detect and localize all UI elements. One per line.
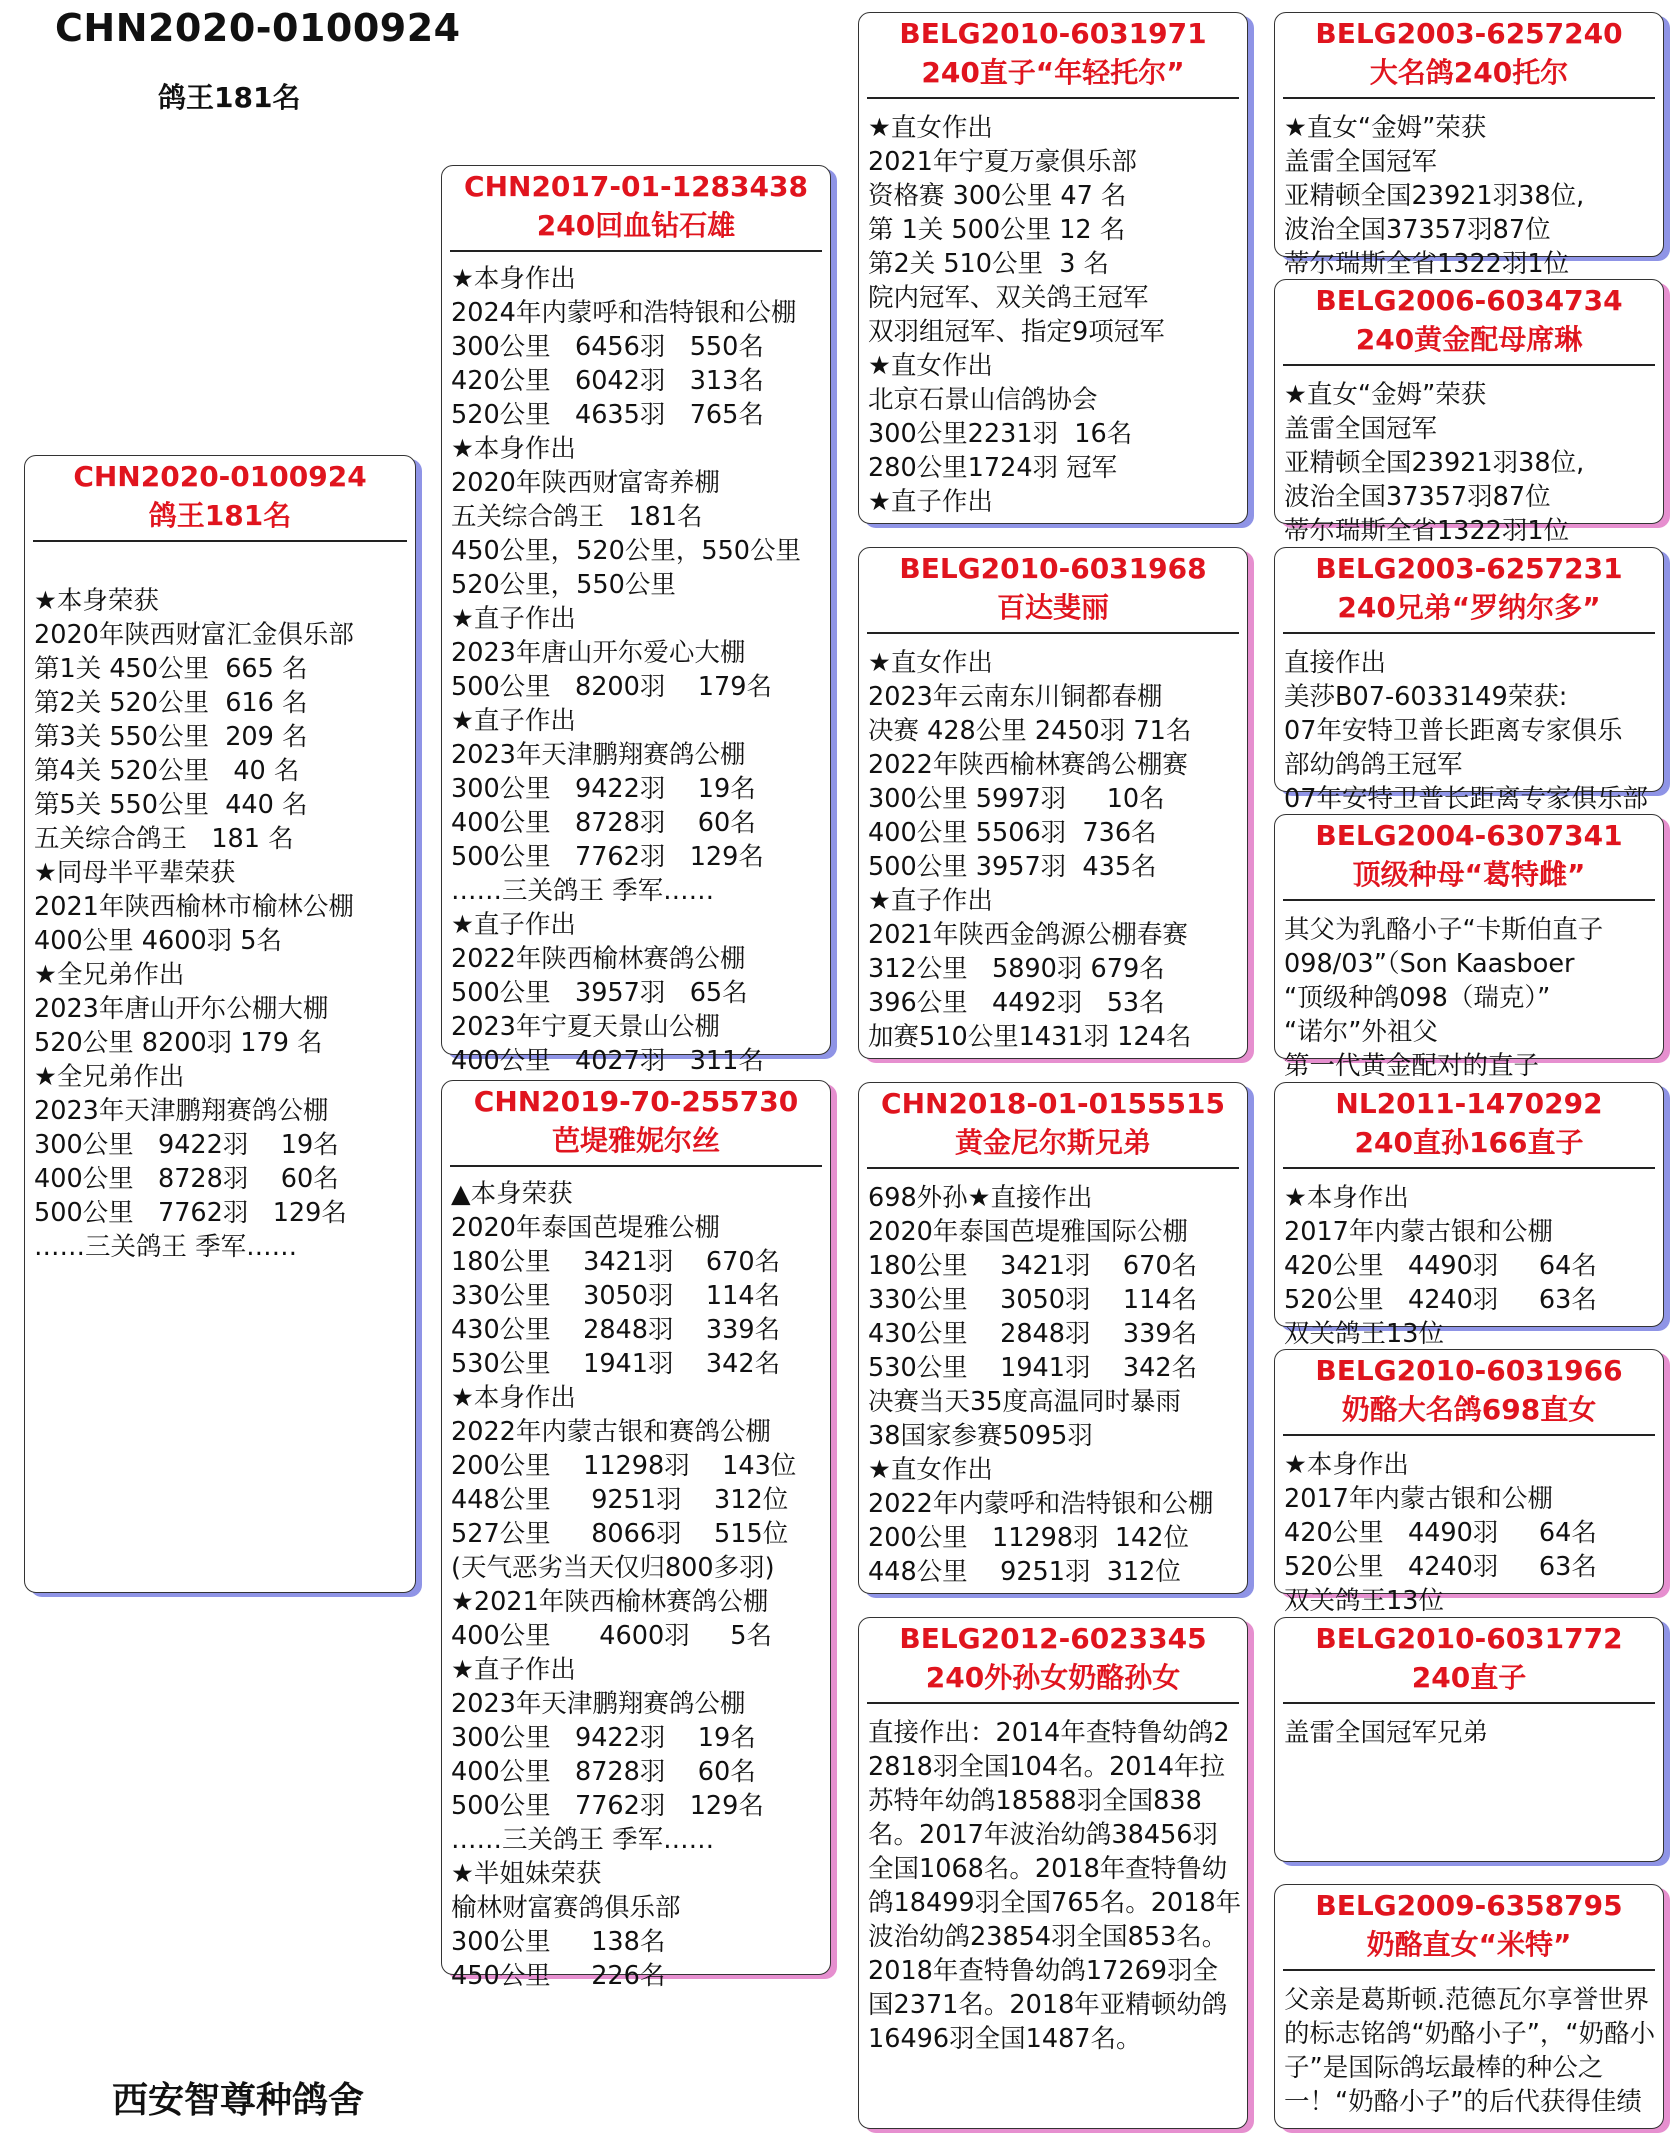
record-line: 300公里 9422羽 19名 (34, 1130, 339, 1160)
card-ssd (1274, 279, 1664, 546)
record-line: ★全兄弟作出 (34, 1062, 185, 1092)
record-line: 第5关 550公里 440 名 (34, 790, 308, 820)
record-line: 五关综合鸽王 181 名 (34, 824, 294, 854)
record-line: 400公里 4600羽 5名 (34, 926, 283, 956)
record-line: 榆林财富赛鸽俱乐部 (451, 1893, 681, 1923)
record-line: 加赛510公里1431羽 124名 (868, 1022, 1192, 1052)
record-line: 2023年唐山开尓公棚大棚 (34, 994, 329, 1024)
record-line: 520公里 4240羽 63名 (1284, 1552, 1597, 1582)
record-line: 2023年天津鹏翔赛鸽公棚 (451, 1689, 746, 1719)
card-body (1275, 1704, 1663, 1750)
record-line: 38国家参赛5095羽 (868, 1421, 1093, 1451)
card-body (1275, 634, 1663, 816)
record-line: 520公里，550公里 (451, 570, 676, 600)
card-sire-dam (858, 547, 1248, 1059)
card-ring: BELG2010-6031966 (1315, 1354, 1623, 1387)
card-dds (1274, 1617, 1664, 1862)
record-line: 2023年天津鹏翔赛鸽公棚 (451, 740, 746, 770)
record-line: 180公里 3421羽 670名 (868, 1251, 1198, 1281)
card-body: 直接作出：2014年查特鲁幼鸽22818羽全国104名。2014年拉苏特年幼鸽18588羽全国838名。2017年波治幼鸽38456羽全国1068名。2018年查特鲁幼鸽18499羽全国765名。2018年波治幼鸽23854羽全国853名。2018年查特鲁幼鸽17269羽全国2371名。2018年亚精顿幼鸽16496羽全国1487名。 (868, 1718, 1242, 2054)
record-line: ★直女作出 (868, 351, 993, 381)
record-line: 448公里 9251羽 312位 (451, 1485, 789, 1515)
record-line: 400公里 4600羽 5名 (451, 1621, 772, 1651)
card-ring: BELG2012-6023345 (899, 1622, 1207, 1655)
record-line: ★直女作出 (868, 113, 993, 143)
record-line: 07年安特卫普长距离专家俱乐 (1284, 716, 1623, 746)
record-line: 2024年内蒙呼和浩特银和公棚 (451, 298, 797, 328)
record-line: 430公里 2848羽 339名 (451, 1315, 781, 1345)
record-line: 448公里 9251羽 312位 (868, 1557, 1181, 1587)
record-line: 530公里 1941羽 342名 (451, 1349, 781, 1379)
card-ring: CHN2018-01-0155515 (881, 1087, 1225, 1120)
record-line: 420公里 6042羽 313名 (451, 366, 764, 396)
record-line: 部幼鸽鸽王冠军 (1284, 750, 1463, 780)
record-line: 527公里 8066羽 515位 (451, 1519, 789, 1549)
record-line: 2021年宁夏万豪俱乐部 (868, 147, 1137, 177)
record-line: 2022年内蒙古银和赛鸽公棚 (451, 1417, 771, 1447)
loft-name: 西安智尊种鸽舍 (112, 2080, 365, 2121)
card-ring: BELG2004-6307341 (1315, 819, 1623, 852)
record-line: 312公里 5890羽 679名 (868, 954, 1165, 984)
record-line: 盖雷全国冠军 (1284, 414, 1438, 444)
card-title: 240回血钻石雄 (536, 209, 736, 242)
record-line: ★直子作出 (451, 604, 576, 634)
record-line: ★直女“金姆”荣获 (1284, 380, 1487, 410)
card-body (442, 252, 830, 1078)
record-line: 280公里1724羽 冠军 (868, 453, 1118, 483)
card-body (859, 634, 1247, 1054)
card-body (25, 542, 415, 1264)
record-line: 520公里 4240羽 63名 (1284, 1285, 1597, 1315)
card-title: 大名鸽240托尔 (1369, 56, 1569, 89)
record-line: 520公里 8200羽 179 名 (34, 1028, 323, 1058)
card-dam-sire (858, 1082, 1248, 1594)
record-line: 第3关 550公里 209 名 (34, 722, 308, 752)
record-line: ★直子作出 (451, 1655, 576, 1685)
record-line: 420公里 4490羽 64名 (1284, 1251, 1597, 1281)
record-line: 盖雷全国冠军兄弟 (1284, 1718, 1489, 1748)
record-line: 098/03”（Son Kaasboer (1284, 949, 1575, 979)
record-line: ★同母半平辈荣获 (34, 858, 236, 888)
record-line: 300公里 138名 (451, 1927, 666, 1957)
record-line: ★本身作出 (451, 434, 576, 464)
record-line: 2022年陕西榆林赛鸽公棚 (451, 944, 746, 974)
record-line: 其父为乳酪小子“卡斯伯直子 (1284, 915, 1604, 945)
record-line: ★本身作出 (451, 1383, 576, 1413)
record-line: 第 1关 500公里 12 名 (868, 215, 1126, 245)
record-line: 400公里 8728羽 60名 (451, 1757, 756, 1787)
record-line: 500公里 3957羽 65名 (451, 978, 748, 1008)
record-line: ★直子作出 (868, 886, 993, 916)
card-ring: BELG2010-6031968 (899, 552, 1207, 585)
card-body (1275, 901, 1663, 1083)
record-line: ★直女作出 (868, 648, 993, 678)
record-line: ★直子作出 (868, 487, 993, 517)
record-line: 第4关 520公里 40 名 (34, 756, 300, 786)
record-line: 蒂尔瑞斯全省1322羽1位 (1284, 516, 1570, 546)
card-title: 奶酪直女“米特” (1366, 1928, 1572, 1961)
record-line: ★全兄弟作出 (34, 960, 185, 990)
record-line: 300公里 9422羽 19名 (451, 1723, 756, 1753)
record-line: 2020年陕西财富汇金俱乐部 (34, 620, 354, 650)
record-line: ……三关鸽王 季军…… (451, 1825, 715, 1855)
record-line: 530公里 1941羽 342名 (868, 1353, 1198, 1383)
record-line: 第2关 510公里 3 名 (868, 249, 1110, 279)
record-line: ★本身作出 (1284, 1183, 1409, 1213)
card-body (1275, 1169, 1663, 1351)
record-line: 396公里 4492羽 53名 (868, 988, 1165, 1018)
record-line: ★直女作出 (868, 1455, 993, 1485)
card-title: 顶级种母“葛特雌” (1352, 858, 1586, 891)
card-ring: BELG2010-6031772 (1315, 1622, 1623, 1655)
card-title: 黄金尼尔斯兄弟 (954, 1126, 1151, 1159)
card-body (859, 99, 1247, 519)
record-line: 500公里 8200羽 179名 (451, 672, 772, 702)
card-dam-dam (858, 1617, 1248, 2129)
record-line (34, 550, 411, 584)
card-ring: BELG2009-6358795 (1315, 1889, 1623, 1922)
record-line: 2020年泰国芭堤雅公棚 (451, 1213, 720, 1243)
record-line: 420公里 4490羽 64名 (1284, 1518, 1597, 1548)
record-line: 五关综合鸽王 181名 (451, 502, 703, 532)
record-line: ★直子作出 (451, 910, 576, 940)
card-body (1275, 366, 1663, 548)
pigeon-ring-number: CHN2020-0100924 (55, 6, 461, 50)
record-line: 2017年内蒙古银和公棚 (1284, 1484, 1553, 1514)
record-line: ……三关鸽王 季军…… (34, 1232, 298, 1262)
card-title: 240直子 (1411, 1661, 1527, 1694)
record-line: 200公里 11298羽 143位 (451, 1451, 797, 1481)
record-line: 500公里 3957羽 435名 (868, 852, 1157, 882)
record-line: 180公里 3421羽 670名 (451, 1247, 781, 1277)
card-sds (1274, 547, 1664, 814)
record-line: 波治全国37357羽87位 (1284, 482, 1551, 512)
record-line: 400公里 8728羽 60名 (451, 808, 756, 838)
record-line: 2020年泰国芭堤雅国际公棚 (868, 1217, 1188, 1247)
record-line: 300公里 5997羽 10名 (868, 784, 1165, 814)
card-title: 240兄弟“罗纳尔多” (1337, 591, 1601, 624)
card-title: 240直孙166直子 (1354, 1126, 1584, 1159)
card-dss (1274, 1082, 1664, 1349)
record-line: 双关鸽王13位 (1284, 1586, 1444, 1616)
card-title: 鸽王181名 (148, 499, 292, 532)
record-line: 450公里 226名 (451, 1961, 666, 1991)
record-line: 2021年陕西榆林市榆林公棚 (34, 892, 354, 922)
record-line: 2021年陕西金鸽源公棚春赛 (868, 920, 1188, 950)
card-title: 240直子“年轻托尔” (921, 56, 1185, 89)
card-title: 240黄金配母席琳 (1355, 323, 1583, 356)
record-line: 07年安特卫普长距离专家俱乐部 (1284, 784, 1648, 814)
card-sire-sire (858, 12, 1248, 524)
record-line: 330公里 3050羽 114名 (451, 1281, 781, 1311)
record-line: 北京石景山信鸽协会 (868, 385, 1098, 415)
record-line: 第一代黄金配对的直子 (1284, 1051, 1540, 1081)
record-line: (天气恶劣当天仅归800多羽) (451, 1553, 775, 1583)
card-body (1275, 99, 1663, 281)
record-line: 决赛 428公里 2450羽 71名 (868, 716, 1192, 746)
record-line: 2023年天津鹏翔赛鸽公棚 (34, 1096, 329, 1126)
record-line: 波治全国37357羽87位 (1284, 215, 1551, 245)
record-line: 2017年内蒙古银和公棚 (1284, 1217, 1553, 1247)
record-line: ★2021年陕西榆林赛鸽公棚 (451, 1587, 769, 1617)
card-title: 240外孙女奶酪孙女 (925, 1661, 1181, 1694)
record-line: 蒂尔瑞斯全省1322羽1位 (1284, 249, 1570, 279)
record-line: 520公里 4635羽 765名 (451, 400, 764, 430)
record-line: 盖雷全国冠军 (1284, 147, 1438, 177)
record-line: 直接作出 (1284, 648, 1387, 678)
record-line: 美莎B07-6033149荣获: (1284, 682, 1568, 712)
record-line: 2023年云南东川铜都春棚 (868, 682, 1163, 712)
record-line: 资格赛 300公里 47 名 (868, 181, 1127, 211)
card-ddd (1274, 1884, 1664, 2129)
card-body: 父亲是葛斯顿.范德瓦尔享誉世界的标志铭鸽“奶酪小子”，“奶酪小子”是国际鸽坛最棒的种公之一！“奶酪小子”的后代获得佳绩 (1284, 1985, 1656, 2117)
card-subject (24, 455, 416, 1593)
record-line: 双关鸽王13位 (1284, 1319, 1444, 1349)
record-line: 双羽组冠军、指定9项冠军 (868, 317, 1165, 347)
record-line: ★本身作出 (1284, 1450, 1409, 1480)
card-body (859, 1169, 1247, 1589)
record-line: 第1关 450公里 665 名 (34, 654, 308, 684)
record-line: 第2关 520公里 616 名 (34, 688, 308, 718)
record-line: 2020年陕西财富寄养棚 (451, 468, 720, 498)
record-line: 400公里 8728羽 60名 (34, 1164, 339, 1194)
record-line: 698外孙★直接作出 (868, 1183, 1093, 1213)
record-line: 2023年宁夏天景山公棚 (451, 1012, 720, 1042)
record-line: ★本身作出 (451, 264, 576, 294)
record-line: 500公里 7762羽 129名 (451, 842, 764, 872)
card-dsd (1274, 1349, 1664, 1616)
record-line: “顶级种鸽098（瑞克）” (1284, 983, 1551, 1013)
card-title: 芭堤雅妮尔丝 (551, 1124, 720, 1157)
card-dam (441, 1080, 831, 1991)
pigeon-title: 鸽王181名 (158, 81, 301, 114)
record-line: 300公里 9422羽 19名 (451, 774, 756, 804)
record-line: 亚精顿全国23921羽38位, (1284, 181, 1585, 211)
record-line: 450公里，520公里，550公里 (451, 536, 802, 566)
record-line: ★本身荣获 (34, 586, 159, 616)
record-line: 亚精顿全国23921羽38位, (1284, 448, 1585, 478)
card-body (442, 1167, 830, 1993)
card-ring: BELG2003-6257240 (1315, 17, 1623, 50)
record-line: 300公里 6456羽 550名 (451, 332, 764, 362)
record-line: 400公里 4027羽 311名 (451, 1046, 764, 1076)
card-ring: BELG2010-6031971 (899, 17, 1207, 50)
record-line: 200公里 11298羽 142位 (868, 1523, 1189, 1553)
record-line: “诺尔”外祖父 (1284, 1017, 1438, 1047)
card-sire (441, 165, 831, 1076)
record-line: 院内冠军、双关鸽王冠军 (868, 283, 1149, 313)
record-line: 300公里2231羽 16名 (868, 419, 1133, 449)
card-ring: BELG2006-6034734 (1315, 284, 1623, 317)
record-line: ★半姐妹荣获 (451, 1859, 602, 1889)
record-line: 500公里 7762羽 129名 (451, 1791, 764, 1821)
record-line: ★直女“金姆”荣获 (1284, 113, 1487, 143)
card-sdd (1274, 814, 1664, 1081)
record-line: ▲本身荣获 (451, 1179, 573, 1209)
card-title: 百达斐丽 (996, 591, 1109, 624)
record-line: 330公里 3050羽 114名 (868, 1285, 1198, 1315)
record-line: 430公里 2848羽 339名 (868, 1319, 1198, 1349)
card-ring: CHN2019-70-255730 (473, 1085, 799, 1118)
record-line: 2022年内蒙呼和浩特银和公棚 (868, 1489, 1214, 1519)
card-title: 奶酪大名鸽698直女 (1341, 1393, 1597, 1426)
card-ring: NL2011-1470292 (1335, 1087, 1603, 1120)
record-line: 2022年陕西榆林赛鸽公棚赛 (868, 750, 1188, 780)
record-line: 2023年唐山开尓爱心大棚 (451, 638, 746, 668)
card-body (1275, 1436, 1663, 1618)
record-line: 决赛当天35度高温同时暴雨 (868, 1387, 1181, 1417)
card-ring: BELG2003-6257231 (1315, 552, 1623, 585)
record-line: ……三关鸽王 季军…… (451, 876, 715, 906)
record-line: ★直子作出 (451, 706, 576, 736)
record-line: 500公里 7762羽 129名 (34, 1198, 347, 1228)
card-ring: CHN2020-0100924 (73, 460, 367, 493)
card-sss (1274, 12, 1664, 279)
card-ring: CHN2017-01-1283438 (464, 170, 808, 203)
record-line: 400公里 5506羽 736名 (868, 818, 1157, 848)
